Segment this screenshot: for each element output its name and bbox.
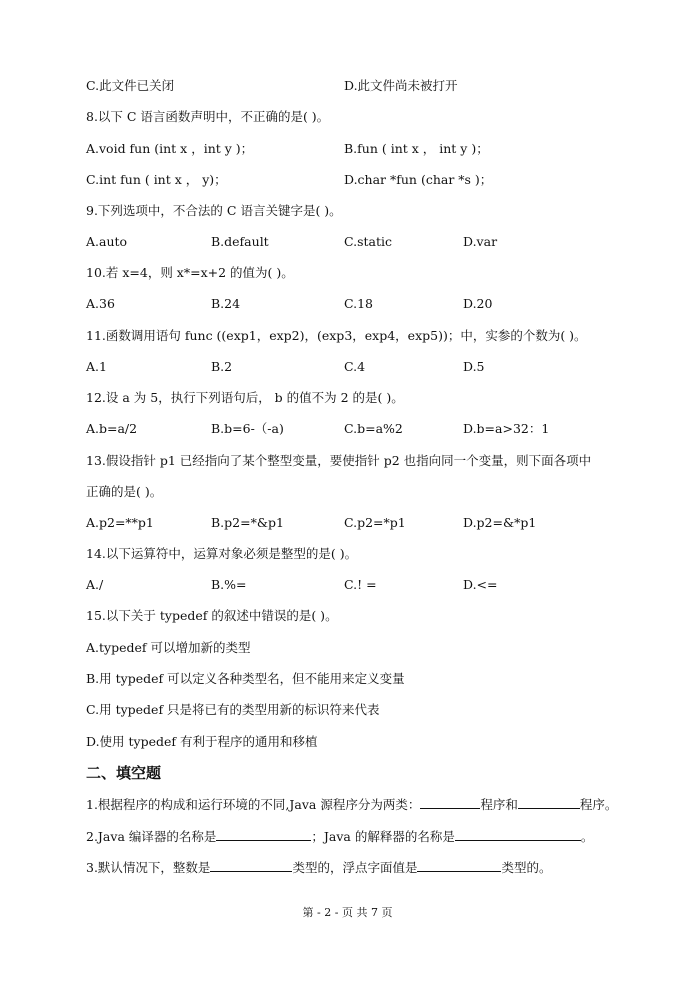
q8-option-c: C.int fun ( int x ， y)； bbox=[86, 172, 227, 187]
q13-option-c: C.p2=*p1 bbox=[344, 515, 406, 530]
q9-option-d: D.var bbox=[463, 234, 498, 249]
fill-2-blank-2[interactable] bbox=[455, 827, 581, 841]
q14-option-d: D.<= bbox=[463, 577, 498, 592]
fill-3-text-a: 3.默认情况下，整数是 bbox=[86, 860, 211, 875]
q14-option-b: B.%= bbox=[211, 577, 247, 592]
q11-option-a: A.1 bbox=[86, 359, 107, 374]
q10-option-d: D.20 bbox=[463, 296, 493, 311]
q15-question: 15.以下关于 typedef 的叙述中错误的是( )。 bbox=[86, 608, 338, 623]
q9-option-c: C.static bbox=[344, 234, 393, 249]
q9-option-a: A.auto bbox=[86, 234, 128, 249]
q15-option-a: A.typedef 可以增加新的类型 bbox=[86, 640, 251, 655]
q10-option-a: A.36 bbox=[86, 296, 115, 311]
fill-1-text-c: 程序。 bbox=[579, 797, 618, 812]
fill-1-blank-1[interactable] bbox=[420, 795, 480, 809]
q12-option-c: C.b=a%2 bbox=[344, 421, 403, 436]
q8-option-d: D.char *fun (char *s )； bbox=[344, 172, 493, 187]
q11-option-b: B.2 bbox=[211, 359, 233, 374]
q15-option-d: D.使用 typedef 有利于程序的通用和移植 bbox=[86, 734, 318, 749]
q8-question: 8.以下 C 语言函数声明中，不正确的是( )。 bbox=[86, 109, 330, 124]
q13-question-line1: 13.假设指针 p1 已经指向了某个整型变量，要使指针 p2 也指向同一个变量，则下面各项中 bbox=[86, 453, 592, 468]
q12-option-b: B.b=6-（-a) bbox=[211, 421, 284, 436]
q7-option-c: C.此文件已关闭 bbox=[86, 78, 175, 93]
q10-option-b: B.24 bbox=[211, 296, 241, 311]
fill-1-text-b: 程序和 bbox=[480, 797, 518, 812]
q15-option-c: C.用 typedef 只是将已有的类型用新的标识符来代表 bbox=[86, 702, 380, 717]
q12-question: 12.设 a 为 5，执行下列语句后， b 的值不为 2 的是( )。 bbox=[86, 390, 404, 405]
q9-question: 9.下列选项中，不合法的 C 语言关键字是( )。 bbox=[86, 203, 342, 218]
q11-option-c: C.4 bbox=[344, 359, 366, 374]
fill-2-text-c: 。 bbox=[580, 829, 594, 844]
fill-1-blank-2[interactable] bbox=[518, 795, 580, 809]
q10-option-c: C.18 bbox=[344, 296, 373, 311]
q14-option-c: C.! = bbox=[344, 577, 377, 592]
fill-3 bbox=[86, 858, 551, 877]
fill-3-blank-1[interactable] bbox=[210, 858, 292, 872]
q13-option-a: A.p2=**p1 bbox=[86, 515, 154, 530]
q15-option-b: B.用 typedef 可以定义各种类型名，但不能用来定义变量 bbox=[86, 671, 405, 686]
fill-2 bbox=[86, 827, 593, 846]
q8-option-b: B.fun ( int x ， int y )； bbox=[344, 141, 489, 156]
q8-option-a: A.void fun (int x ，int y )； bbox=[86, 141, 254, 156]
fill-2-blank-1[interactable] bbox=[216, 827, 311, 841]
fill-2-text-b: ；Java 的解释器的名称是 bbox=[311, 829, 455, 844]
q9-option-b: B.default bbox=[211, 234, 269, 249]
fill-1 bbox=[86, 795, 617, 814]
q11-option-d: D.5 bbox=[463, 359, 485, 374]
q13-option-d: D.p2=&*p1 bbox=[463, 515, 537, 530]
fill-3-blank-2[interactable] bbox=[417, 858, 501, 872]
section-heading-fill-in: 二、填空题 bbox=[86, 764, 162, 782]
q11-question: 11.函数调用语句 func ((exp1，exp2)，(exp3，exp4，exp5))；中，实参的个数为( )。 bbox=[86, 328, 587, 343]
q7-option-d: D.此文件尚未被打开 bbox=[344, 78, 458, 93]
q14-question: 14.以下运算符中，运算对象必须是整型的是( )。 bbox=[86, 546, 358, 561]
page-footer: 第 - 2 - 页 共 7 页 bbox=[302, 906, 393, 919]
fill-3-text-c: 类型的。 bbox=[501, 860, 552, 875]
q14-option-a: A./ bbox=[86, 577, 104, 592]
fill-3-text-b: 类型的，浮点字面值是 bbox=[292, 860, 418, 875]
q12-option-a: A.b=a/2 bbox=[86, 421, 138, 436]
fill-2-text-a: 2.Java 编译器的名称是 bbox=[86, 829, 217, 844]
q13-question-line2: 正确的是( )。 bbox=[86, 484, 163, 499]
q12-option-d: D.b=a>32：1 bbox=[463, 421, 550, 436]
fill-1-text-a: 1.根据程序的构成和运行环境的不同,Java 源程序分为两类： bbox=[86, 797, 421, 812]
q13-option-b: B.p2=*&p1 bbox=[211, 515, 284, 530]
q10-question: 10.若 x=4，则 x*=x+2 的值为( )。 bbox=[86, 265, 294, 280]
